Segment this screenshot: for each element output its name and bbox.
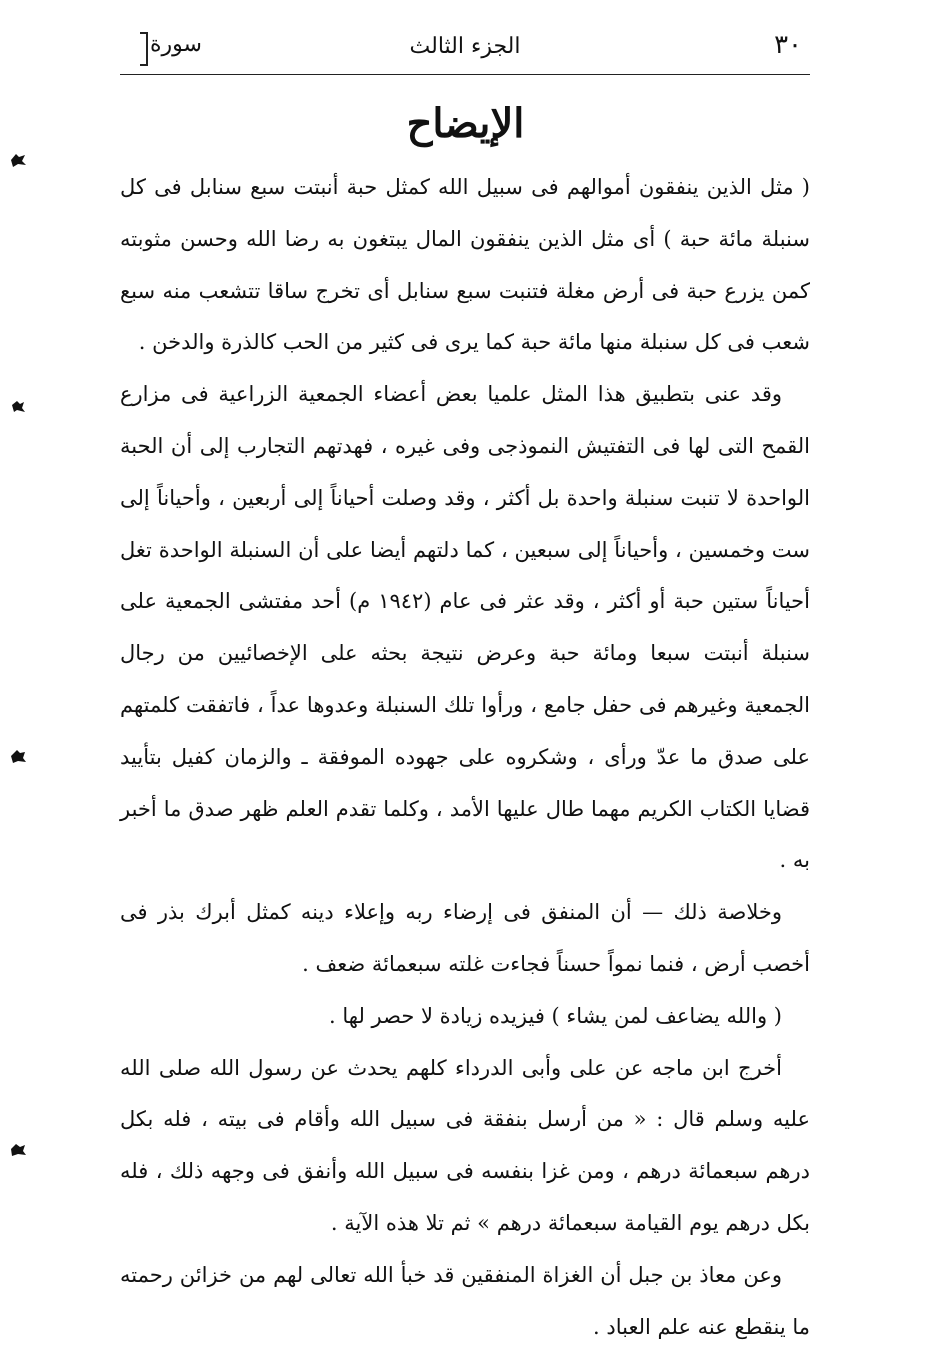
page-number: ٣٠: [774, 30, 802, 60]
running-header: [120, 22, 810, 75]
ink-blot-icon: [8, 746, 28, 766]
volume-title: الجزء الثالث: [409, 34, 521, 59]
paragraph-3: وخلاصة ذلك — أن المنفق فى إرضاء ربه وإعلاء دينه كمثل أبرك بذر فى أخصب أرض ، فنما نمواً حسناً فجاءت غلته سبعمائة ضعف .: [120, 900, 810, 976]
surah-label: سورة: [140, 32, 202, 57]
paragraph-1: ( مثل الذين ينفقون أموالهم فى سبيل الله كمثل حبة أنبتت سبع سنابل فى كل سنبلة مائة حبة ) أى مثل الذين ينفقون المال يبتغون به رضا الله وحسن مثوبته كمن يزرع حبة فى أرض مغلة فتنبت سبع سنابل أى تخرج ساقا تتشعب منه سبع شعب فى كل سنبلة منها مائة حبة كما يرى فى كثير من الحب كالذرة والدخن .: [120, 175, 810, 355]
paragraph-5: أخرج ابن ماجه عن على وأبى الدرداء كلهم يحدث عن رسول الله صلى الله عليه وسلم قال : « من أرسل بنفقة فى سبيل الله وأقام فى بيته ، فله بكل درهم سبعمائة درهم ، ومن غزا بنفسه فى سبيل الله وأنفق فى وجهه ذلك ، فله بكل درهم يوم القيامة سبعمائة درهم » ثم تلا هذه الآية .: [120, 1055, 810, 1235]
section-title: الإيضاح: [406, 100, 525, 147]
ink-blot-icon: [8, 1140, 28, 1160]
paragraph-4: ( والله يضاعف لمن يشاء ) فيزيده زيادة لا حصر لها .: [329, 1003, 782, 1028]
ink-blot-icon: [8, 150, 28, 170]
ink-blot-icon: [8, 396, 28, 416]
paragraph-2: وقد عنى بتطبيق هذا المثل علميا بعض أعضاء الجمعية الزراعية فى مزارع القمح التى لها فى التفتيش النموذجى وفى غيره ، فهدتهم التجارب إلى أن الحبة الواحدة لا تنبت سنبلة واحدة بل أكثر ، وقد وصلت أحياناً إلى أربعين ، وأحياناً إلى ست وخمسين ، وأحياناً إلى سبعين ، كما دلتهم أيضا على أن السنبلة الواحدة تغل أحياناً ستين حبة أو أكثر ، وقد عثر فى عام (١٩٤٢ م) أحد مفتشى الجمعية على سنبلة أنبتت سبعا ومائة حبة وعرض نتيجة بحثه على الإخصائيين من رجال الجمعية وغيرهم فى حفل جامع ، ورأوا تلك السنبلة وعدوها عداً ، فاتفقت كلمتهم على صدق ما عدّ ورأى ، وشكروه على جهوده الموفقة ـ والزمان كفيل بتأييد قضايا الكتاب الكريم مهما طال عليها الأمد ، وكلما تقدم العلم ظهر صدق ما أخبر به .: [120, 382, 810, 873]
paragraph-6: وعن معاذ بن جبل أن الغزاة المنفقين قد خبأ الله تعالى لهم من خزائن رحمته ما ينقطع عنه علم العباد .: [120, 1262, 810, 1339]
body-text: [120, 162, 810, 1353]
